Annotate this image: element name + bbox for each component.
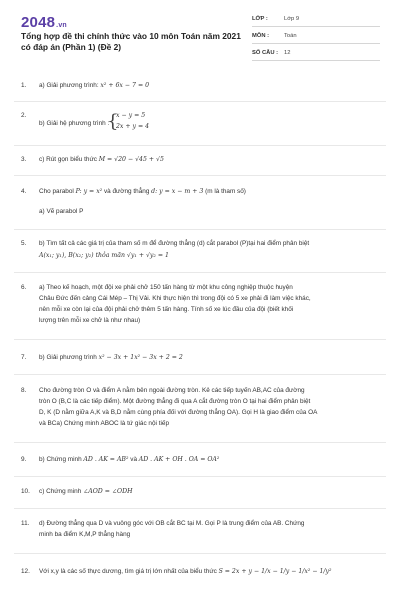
question-text: b) Giải phương trình — [39, 354, 99, 361]
logo-text: 2048 — [21, 14, 56, 31]
question-number: 10. — [21, 488, 30, 495]
question-5 — [21, 239, 381, 263]
question-line: tròn O (B,C là các tiếp điểm). Một đường thẳng đi qua A cắt đường tròn O tại hai điểm phân biệt — [39, 398, 311, 405]
divider — [14, 101, 386, 102]
question-number: 5. — [21, 240, 27, 247]
system-eq-1: x − y = 5 — [116, 112, 146, 119]
question-text: b) Chứng minh — [39, 456, 84, 463]
question-math: AD . AK + OH . OA = OA² — [138, 456, 220, 463]
question-number: 4. — [21, 188, 27, 195]
meta-key: SỐ CÂU : — [252, 50, 279, 56]
meta-row-count — [252, 46, 380, 61]
divider — [14, 229, 386, 230]
question-text: Với x,y là các số thực dương, tìm giá trị lớn nhất của biểu thức — [39, 568, 219, 575]
question-number: 8. — [21, 387, 27, 394]
question-line: và BCa) Chứng minh ABOC là tứ giác nội tiếp — [39, 420, 170, 427]
question-math: x² + 6x − 7 = 0 — [100, 82, 150, 89]
question-line: d) Đường thẳng qua D và vuông góc với OB cắt BC tại M. Gọi P là trung điểm của AB. Chứng — [39, 520, 305, 527]
question-text: c) Chứng minh — [39, 488, 84, 495]
question-number: 12. — [21, 568, 30, 575]
logo-suffix: .vn — [56, 22, 67, 29]
question-line: D, K (D nằm giữa A,K và B,D nằm cùng phía đối với đường thẳng OA). Gọi H là giao điểm của OA — [39, 409, 318, 416]
question-line: minh ba điểm K,M,P thẳng hàng — [39, 531, 131, 538]
question-line: a) Theo kế hoạch, một đội xe phải chở 150 tấn hàng từ một khu công nghiệp thuộc huyện — [39, 284, 293, 291]
divider — [14, 175, 386, 176]
question-4 — [21, 187, 381, 217]
meta-key: LỚP : — [252, 16, 268, 22]
question-line: A(x₁; y₁), B(x₂; y₂) thỏa mãn √y₁ + √y₂ = 1 — [39, 252, 169, 259]
meta-value: 12 — [284, 50, 291, 56]
question-number: 9. — [21, 456, 27, 463]
question-text: b) Giải hệ phương trình : — [39, 120, 110, 127]
meta-table — [252, 12, 380, 63]
system-eq-2: 2x + y = 4 — [116, 123, 150, 130]
question-subpart: a) Vẽ parabol P — [39, 208, 84, 215]
page-header — [0, 0, 400, 70]
question-11 — [21, 519, 381, 543]
question-text: Cho parabol — [39, 188, 76, 195]
question-math: P: y = x² — [75, 188, 103, 195]
system-brace: { — [107, 111, 119, 132]
question-line: b) Tìm tất cả các giá trị của tham số m để đường thẳng (d) cắt parabol (P)tại hai điểm phân biệt — [39, 240, 310, 247]
divider — [14, 442, 386, 443]
question-math: M = √20 − √45 + √5 — [98, 156, 164, 163]
document-title: Tổng hợp đề thi chính thức vào 10 môn Toán năm 2021 có đáp án (Phần 1) (Đề 2) — [21, 31, 241, 52]
meta-value: Toán — [284, 33, 297, 39]
divider — [14, 145, 386, 146]
question-math: S = 2x + y − 1/x − 1/y − 1/x² − 1/y² — [218, 568, 332, 575]
question-2 — [21, 111, 381, 137]
question-text: (m là tham số) — [203, 188, 246, 195]
question-6 — [21, 283, 381, 329]
question-number: 7. — [21, 354, 27, 361]
question-number: 6. — [21, 284, 27, 291]
question-number: 1. — [21, 82, 27, 89]
question-math: d: y = x − m + 3 — [151, 188, 204, 195]
divider — [14, 272, 386, 273]
divider — [14, 476, 386, 477]
question-line: Châu Đức đến cảng Cái Mép – Thị Vải. Khi thực hiện thì trong đội có 5 xe phải đi làm việc khác, — [39, 295, 311, 302]
meta-row-subject — [252, 29, 380, 44]
divider — [14, 339, 386, 340]
divider — [14, 374, 386, 375]
question-text: và đường thẳng — [102, 188, 152, 195]
question-math: x² − 3x + 1x² − 3x + 2 = 2 — [98, 354, 183, 361]
question-line: lượng trên mỗi xe chở là như nhau) — [39, 317, 141, 324]
divider — [14, 508, 386, 509]
question-number: 2. — [21, 112, 27, 119]
question-8 — [21, 386, 381, 432]
question-text: và — [128, 456, 139, 463]
question-text: a) Giải phương trình: — [39, 82, 101, 89]
question-line: Cho đường tròn O và điểm A nằm bên ngoài đường tròn. Kẻ các tiếp tuyến AB,AC của đường — [39, 387, 305, 394]
question-math: AD . AK = AB² — [83, 456, 129, 463]
meta-row-class — [252, 12, 380, 27]
question-line: nên mỗi xe còn lại của đội phải chở thêm 5 tấn hàng. Tính số xe lúc đầu của đội (biết khối — [39, 306, 294, 313]
divider — [14, 553, 386, 554]
question-text: c) Rút gọn biểu thức — [39, 156, 99, 163]
question-math: ∠AOD = ∠ODH — [83, 488, 133, 495]
question-number: 11. — [21, 520, 30, 527]
meta-value: Lớp 9 — [284, 16, 300, 22]
site-logo[interactable] — [21, 14, 67, 31]
question-number: 3. — [21, 156, 27, 163]
meta-key: MÔN : — [252, 33, 270, 39]
